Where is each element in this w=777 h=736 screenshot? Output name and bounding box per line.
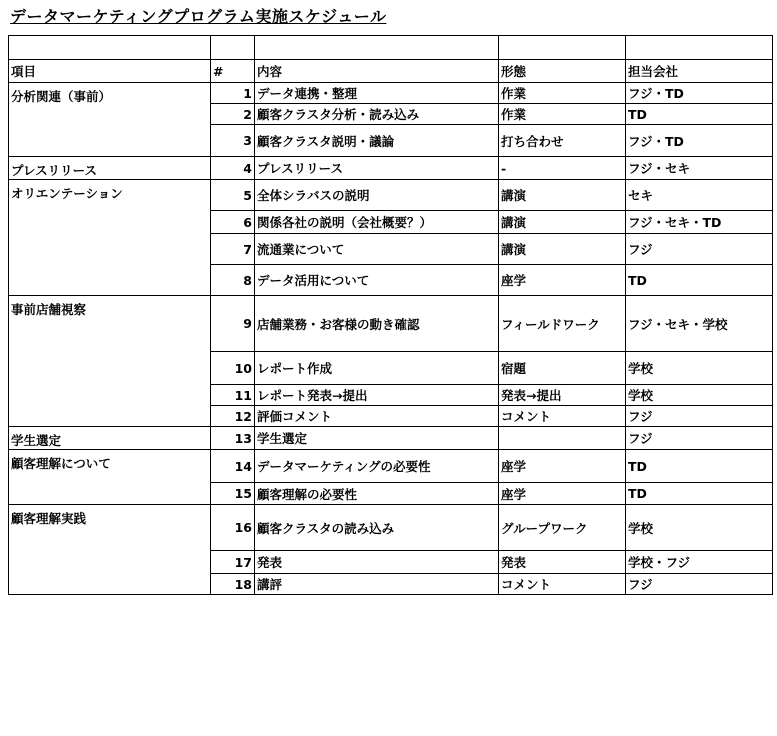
header-form: 形態: [499, 60, 626, 83]
row-number: 11: [211, 385, 255, 406]
row-number: 3: [211, 125, 255, 157]
category-cell: 事前店舗視察: [9, 296, 211, 427]
header-company: 担当会社: [626, 60, 773, 83]
category-cell: 分析関連（事前）: [9, 83, 211, 157]
category-cell: プレスリリース: [9, 157, 211, 180]
table-row: [9, 296, 773, 352]
page-title: データマーケティングプログラム実施スケジュール: [10, 7, 387, 26]
content-cell: 全体シラバスの説明: [255, 180, 499, 211]
form-cell: 講演: [499, 211, 626, 234]
content-cell: データマーケティングの必要性: [255, 450, 499, 483]
form-cell: 講演: [499, 234, 626, 265]
form-cell: 座学: [499, 265, 626, 296]
row-number: 18: [211, 574, 255, 595]
form-cell: コメント: [499, 574, 626, 595]
category-cell: 学生選定: [9, 427, 211, 450]
table-row: [9, 450, 773, 483]
company-cell: フジ・セキ: [626, 157, 773, 180]
row-number: 7: [211, 234, 255, 265]
row-number: 5: [211, 180, 255, 211]
company-cell: TD: [626, 104, 773, 125]
form-cell: コメント: [499, 406, 626, 427]
content-cell: 発表: [255, 551, 499, 574]
content-cell: 顧客クラスタ分析・読み込み: [255, 104, 499, 125]
content-cell: 顧客クラスタの読み込み: [255, 505, 499, 551]
form-cell: 宿題: [499, 352, 626, 385]
content-cell: 顧客理解の必要性: [255, 483, 499, 505]
row-number: 12: [211, 406, 255, 427]
content-cell: データ活用について: [255, 265, 499, 296]
company-cell: フジ: [626, 574, 773, 595]
row-number: 6: [211, 211, 255, 234]
content-cell: データ連携・整理: [255, 83, 499, 104]
category-cell: 顧客理解について: [9, 450, 211, 505]
company-cell: セキ: [626, 180, 773, 211]
blank-row: [9, 36, 773, 60]
row-number: 16: [211, 505, 255, 551]
table-row: [9, 83, 773, 104]
schedule-table: [8, 35, 773, 595]
form-cell: 作業: [499, 83, 626, 104]
company-cell: フジ: [626, 406, 773, 427]
form-cell: [499, 427, 626, 450]
form-cell: グループワーク: [499, 505, 626, 551]
row-number: 15: [211, 483, 255, 505]
form-cell: 発表→提出: [499, 385, 626, 406]
content-cell: レポート発表→提出: [255, 385, 499, 406]
content-cell: 関係各社の説明（会社概要？）: [255, 211, 499, 234]
schedule-table-body: [9, 36, 773, 595]
row-number: 4: [211, 157, 255, 180]
category-cell: オリエンテーション: [9, 180, 211, 296]
company-cell: フジ・セキ・TD: [626, 211, 773, 234]
content-cell: 顧客クラスタ説明・議論: [255, 125, 499, 157]
form-cell: 打ち合わせ: [499, 125, 626, 157]
company-cell: 学校・フジ: [626, 551, 773, 574]
company-cell: TD: [626, 450, 773, 483]
company-cell: フジ・TD: [626, 125, 773, 157]
form-cell: 座学: [499, 483, 626, 505]
table-row: [9, 157, 773, 180]
company-cell: 学校: [626, 505, 773, 551]
table-row: [9, 180, 773, 211]
row-number: 9: [211, 296, 255, 352]
row-number: 10: [211, 352, 255, 385]
table-row: [9, 505, 773, 551]
row-number: 14: [211, 450, 255, 483]
row-number: 2: [211, 104, 255, 125]
company-cell: 学校: [626, 352, 773, 385]
company-cell: フジ: [626, 234, 773, 265]
header-item: 項目: [9, 60, 211, 83]
content-cell: 流通業について: [255, 234, 499, 265]
form-cell: 作業: [499, 104, 626, 125]
company-cell: TD: [626, 483, 773, 505]
content-cell: 学生選定: [255, 427, 499, 450]
row-number: 17: [211, 551, 255, 574]
company-cell: フジ・TD: [626, 83, 773, 104]
content-cell: 店舗業務・お客様の動き確認: [255, 296, 499, 352]
content-cell: 講評: [255, 574, 499, 595]
form-cell: 講演: [499, 180, 626, 211]
header-num: #: [211, 60, 255, 83]
form-cell: 座学: [499, 450, 626, 483]
company-cell: 学校: [626, 385, 773, 406]
table-row: [9, 427, 773, 450]
company-cell: フジ・セキ・学校: [626, 296, 773, 352]
content-cell: レポート作成: [255, 352, 499, 385]
company-cell: フジ: [626, 427, 773, 450]
content-cell: 評価コメント: [255, 406, 499, 427]
header-content: 内容: [255, 60, 499, 83]
row-number: 1: [211, 83, 255, 104]
row-number: 13: [211, 427, 255, 450]
content-cell: プレスリリース: [255, 157, 499, 180]
company-cell: TD: [626, 265, 773, 296]
header-row: [9, 60, 773, 83]
form-cell: 発表: [499, 551, 626, 574]
form-cell: -: [499, 157, 626, 180]
row-number: 8: [211, 265, 255, 296]
form-cell: フィールドワーク: [499, 296, 626, 352]
category-cell: 顧客理解実践: [9, 505, 211, 595]
